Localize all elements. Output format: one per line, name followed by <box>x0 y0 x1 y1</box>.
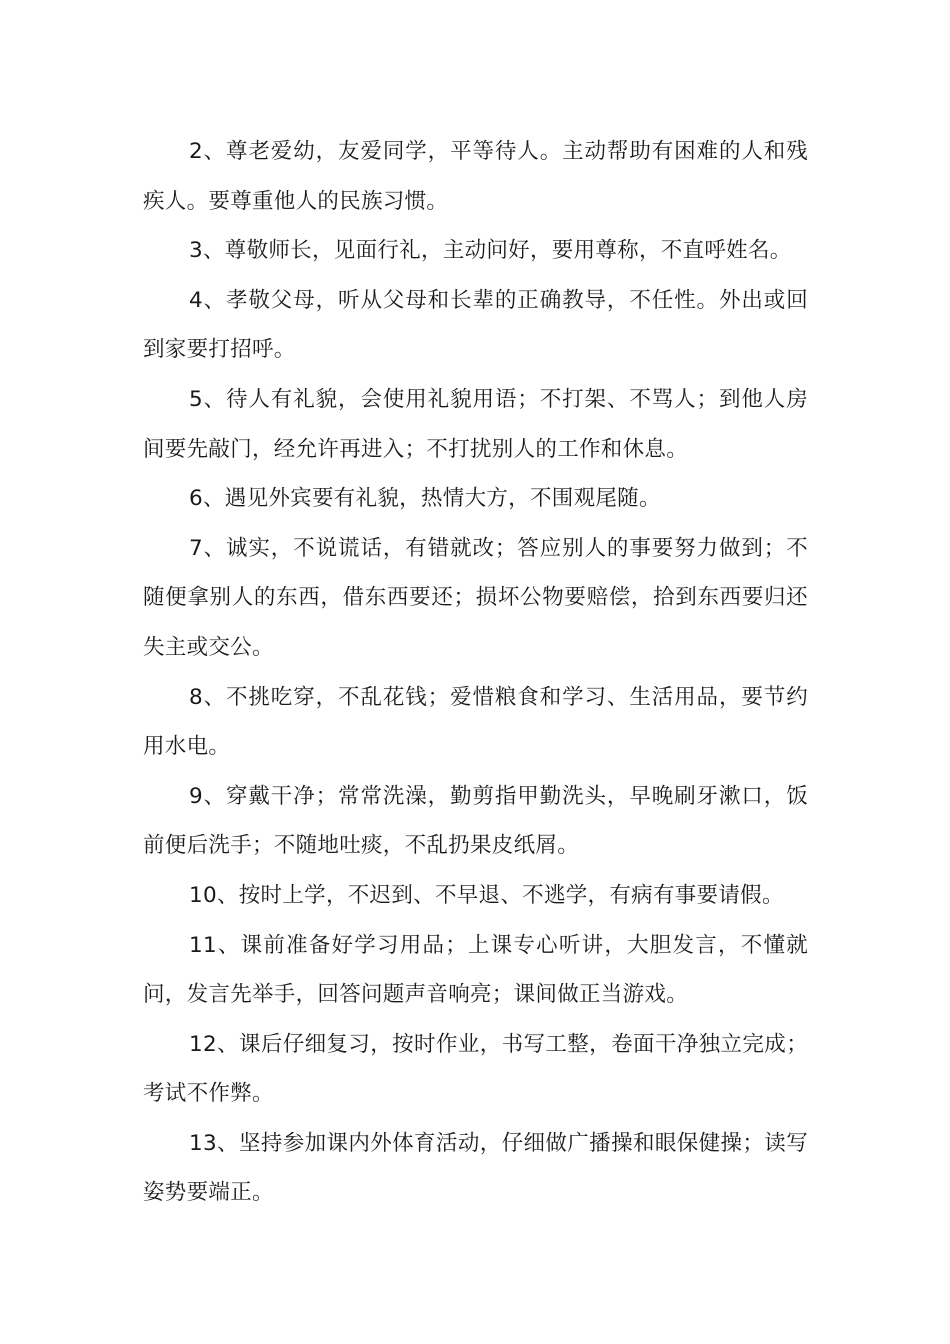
paragraph-item-10: 10、按时上学，不迟到、不早退、不逃学，有病有事要请假。 <box>189 882 784 908</box>
paragraph-item-2: 2、尊老爱幼，友爱同学，平等待人。主动帮助有困难的人和残疾人。要尊重他人的民族习惯。 <box>143 139 808 214</box>
paragraph-item-8: 8、不挑吃穿，不乱花钱；爱惜粮食和学习、生活用品，要节约用水电。 <box>143 684 808 760</box>
paragraph-item-12: 12、课后仔细复习，按时作业，书写工整，卷面干净独立完成；考试不作弊。 <box>143 1031 808 1107</box>
paragraph-item-7: 7、诚实，不说谎话，有错就改；答应别人的事要努力做到；不随便拿别人的东西，借东西要还；损坏公物要赔偿，拾到东西要归还失主或交公。 <box>143 535 808 660</box>
document-body <box>143 127 808 1218</box>
paragraph-item-6: 6、遇见外宾要有礼貌，热情大方，不围观尾随。 <box>189 486 661 512</box>
paragraph-item-11: 11、课前准备好学习用品；上课专心听讲，大胆发言，不懂就问，发言先举手，回答问题声音响亮；课间做正当游戏。 <box>143 932 808 1008</box>
paragraph-item-3: 3、尊敬师长，见面行礼，主动问好，要用尊称，不直呼姓名。 <box>189 238 792 264</box>
paragraph-item-5: 5、待人有礼貌，会使用礼貌用语；不打架、不骂人；到他人房间要先敲门，经允许再进入；不打扰别人的工作和休息。 <box>143 386 808 462</box>
paragraph-item-4: 4、孝敬父母，听从父母和长辈的正确教导，不任性。外出或回到家要打招呼。 <box>143 287 808 363</box>
paragraph-item-13: 13、坚持参加课内外体育活动，仔细做广播操和眼保健操；读写姿势要端正。 <box>143 1130 808 1206</box>
paragraph-item-9: 9、穿戴干净；常常洗澡，勤剪指甲勤洗头，早晚刷牙漱口，饭前便后洗手；不随地吐痰，不乱扔果皮纸屑。 <box>143 783 808 859</box>
